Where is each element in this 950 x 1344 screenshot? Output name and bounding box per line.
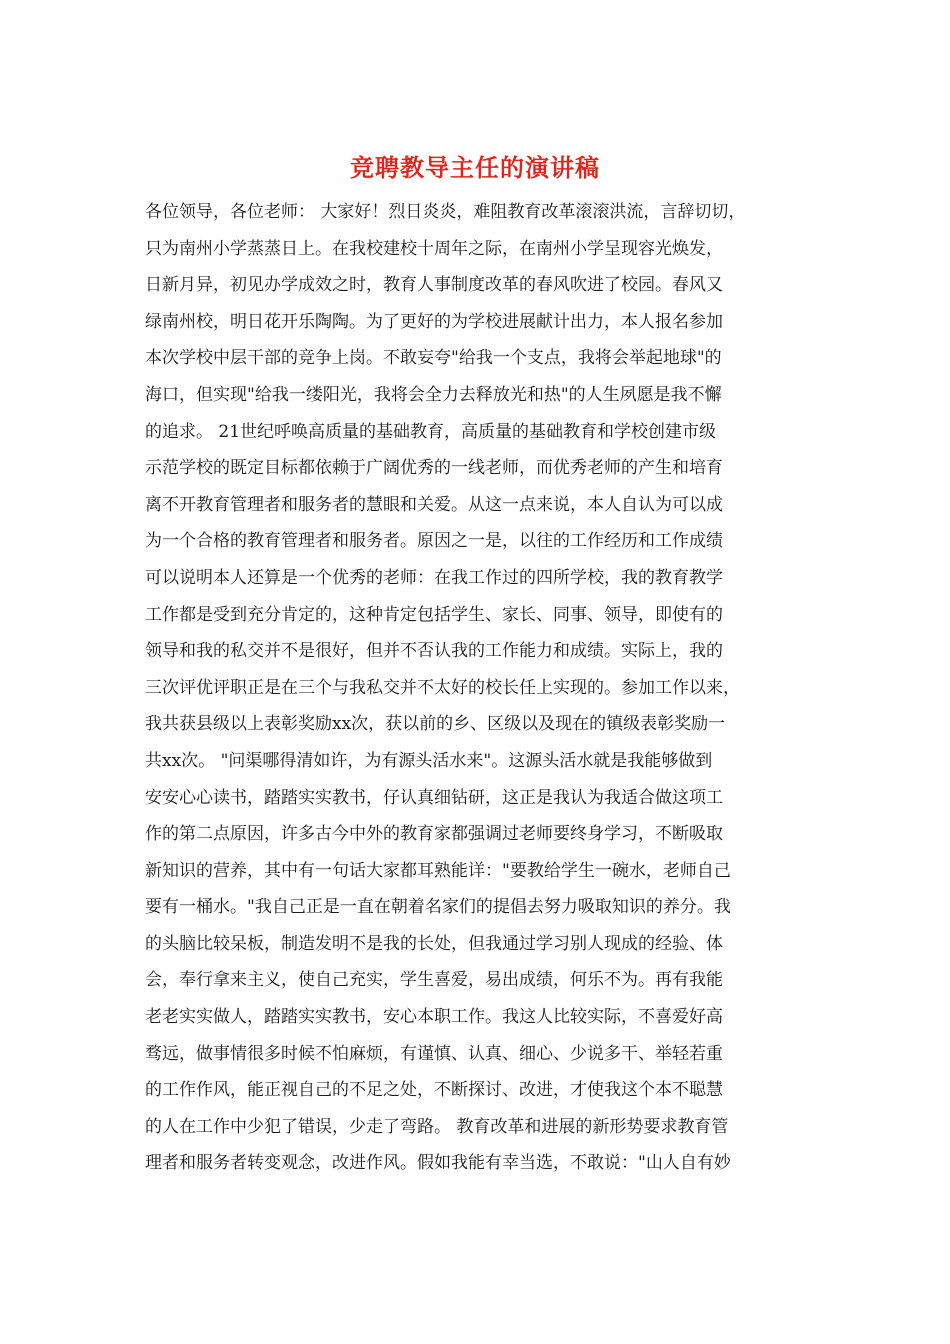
body-line: 离不开教育管理者和服务者的慧眼和关爱。从这一点来说，本人自认为可以成 xyxy=(145,494,723,515)
body-line: 绿南州校，明日花开乐陶陶。为了更好的为学校进展献计出力，本人报名参加 xyxy=(145,311,723,332)
body-line: 我共获县级以上表彰奖励xx次，获以前的乡、区级以及现在的镇级表彰奖励一 xyxy=(145,714,726,735)
body-line: 作的第二点原因，许多古今中外的教育家都强调过老师要终身学习，不断吸取 xyxy=(145,824,723,845)
body-line: 要有一桶水。"我自己正是一直在朝着名家们的提倡去努力吸取知识的养分。我 xyxy=(145,897,731,918)
body-line: 示范学校的既定目标都依赖于广阔优秀的一线老师，而优秀老师的产生和培育 xyxy=(145,458,723,479)
body-line: 的工作作风，能正视自己的不足之处，不断探讨、改进，才使我这个本不聪慧 xyxy=(145,1080,723,1101)
body-line: 新知识的营养，其中有一句话大家都耳熟能详："要教给学生一碗水，老师自己 xyxy=(145,860,731,881)
document-title: 竞聘教导主任的演讲稿 xyxy=(350,153,600,182)
body-line: 共xx次。 "问渠哪得清如许，为有源头活水来"。这源头活水就是我能够做到 xyxy=(145,750,713,771)
body-line: 的追求。 21世纪呼唤高质量的基础教育，高质量的基础教育和学校创建市级 xyxy=(145,421,717,442)
body-line: 本次学校中层干部的竞争上岗。不敢妄夸"给我一个支点，我将会举起地球"的 xyxy=(145,348,722,369)
body-line: 工作都是受到充分肯定的，这种肯定包括学生、家长、同事、领导，即使有的 xyxy=(145,604,723,625)
body-line: 日新月异，初见办学成效之时，教育人事制度改革的春风吹进了校园。春风又 xyxy=(145,275,723,296)
body-line: 的头脑比较呆板，制造发明不是我的长处，但我通过学习别人现成的经验、体 xyxy=(145,933,723,954)
body-line: 安安心心读书，踏踏实实教书，仔认真细钻研，这正是我认为我适合做这项工 xyxy=(145,787,723,808)
body-line: 理者和服务者转变观念，改进作风。假如我能有幸当选，不敢说："山人自有妙 xyxy=(145,1153,731,1174)
document-body xyxy=(145,194,825,1182)
body-line: 会，奉行拿来主义，使自己充实，学生喜爱，易出成绩，何乐不为。再有我能 xyxy=(145,970,723,991)
body-line: 为一个合格的教育管理者和服务者。原因之一是，以往的工作经历和工作成绩 xyxy=(145,531,723,552)
body-line: 各位领导，各位老师： 大家好！烈日炎炎，难阻教育改革滚滚洪流，言辞切切， xyxy=(145,202,746,222)
body-line: 的人在工作中少犯了错误，少走了弯路。 教育改革和进展的新形势要求教育管 xyxy=(145,1116,729,1137)
body-line: 三次评优评职正是在三个与我私交并不太好的校长任上实现的。参加工作以来， xyxy=(145,677,740,698)
body-line: 领导和我的私交并不是很好，但并不否认我的工作能力和成绩。实际上，我的 xyxy=(145,641,723,662)
body-line: 只为南州小学蒸蒸日上。在我校建校十周年之际，在南州小学呈现容光焕发， xyxy=(145,238,723,259)
body-line: 海口，但实现"给我一缕阳光，我将会全力去释放光和热"的人生夙愿是我不懈 xyxy=(145,384,722,405)
body-line: 老老实实做人，踏踏实实教书，安心本职工作。我这人比较实际，不喜爱好高 xyxy=(145,1007,723,1028)
body-line: 骛远，做事情很多时候不怕麻烦，有谨慎、认真、细心、少说多干、举轻若重 xyxy=(145,1043,723,1064)
body-line: 可以说明本人还算是一个优秀的老师：在我工作过的四所学校，我的教育教学 xyxy=(145,567,723,588)
